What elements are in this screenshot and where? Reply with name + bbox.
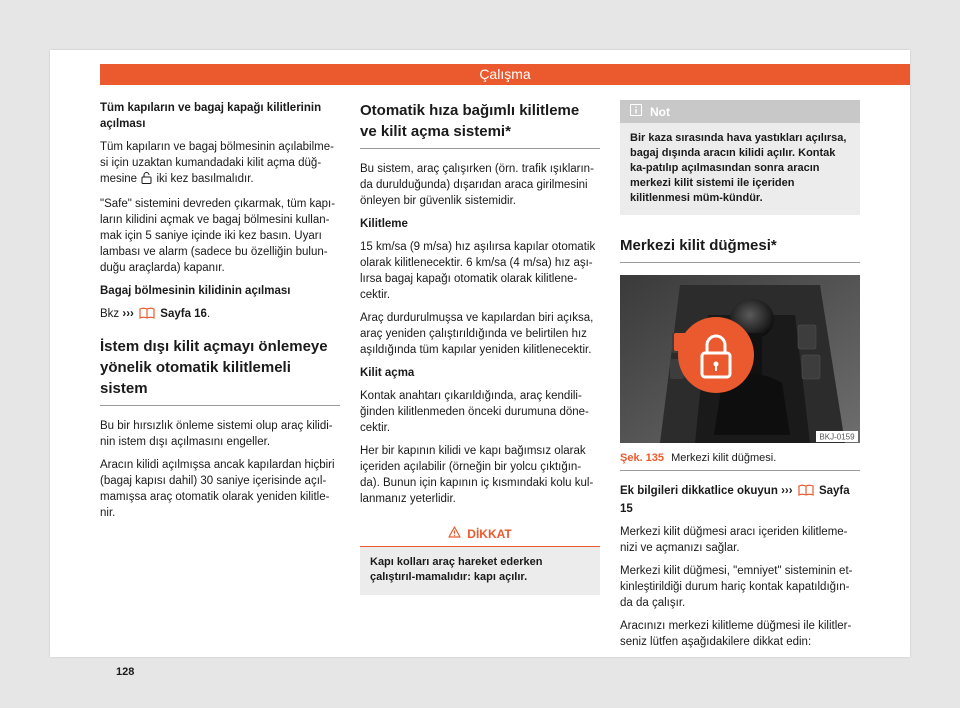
warning-icon (448, 526, 461, 541)
reference-line (100, 306, 340, 324)
warning-header (360, 521, 600, 547)
paragraph-auto-relock: Aracın kilidi açılmışsa ancak kapılardan hiçbiri (bagaj kapısı dahil) 30 saniye içerisinde açıl-mamışsa araç otomatik olarak yeniden kilitle-nir. (100, 459, 335, 519)
book-icon (798, 484, 814, 501)
subheading-unlocking: Kilit açma (360, 367, 415, 379)
warning-box (360, 521, 600, 595)
reference-link-page-15[interactable]: Sayfa 15 (620, 485, 850, 515)
reference-prefix: Bkz (100, 308, 120, 320)
manual-page (50, 50, 910, 678)
figure-code: BKJ-0159 (819, 432, 855, 442)
subheading-unlock-all: Tüm kapıların ve bagaj kapağı kilitlerinin açılması (100, 102, 322, 130)
paragraph-speed-system: Bu sistem, araç çalışırken (örn. trafik ışıkların-da durulduğunda) dışarıdan araca girilmesini önleyen bir güvenlik sistemidir. (360, 163, 594, 207)
page-header: Çalışma (100, 64, 910, 85)
paragraph-relock-restart: Araç durdurulmuşsa ve kapılardan biri açıksa, araç yeniden çalıştırıldığında ve belirtilen hız aşıldığında tüm kapılar yeniden kilitlenecektir. (360, 312, 594, 356)
figure-central-lock-button (620, 275, 860, 443)
paragraph-unlock-all-text-b: iki kez basılmalıdır. (156, 173, 254, 185)
figure-caption-text: Merkezi kilit düğmesi. (671, 452, 777, 464)
paragraph-central-lock-purpose: Merkezi kilit düğmesi aracı içeriden kilitleme-nizi ve açmanızı sağlar. (620, 526, 848, 554)
reference-link-page-16[interactable]: Sayfa 16 (160, 308, 207, 320)
paragraph-anti-theft: Bu bir hırsızlık önleme sistemi olup araç kilidi-nin istem dışı açılmasını engeller. (100, 420, 333, 448)
section-title-auto-lock: İstem dışı kilit açmayı önlemeye yönelik otomatik kilitlemeli sistem (100, 336, 340, 406)
section-title-speed-lock: Otomatik hıza bağımlı kilitleme ve kilit açma sistemi* (360, 100, 600, 149)
note-box (620, 100, 860, 215)
page-number: 128 (116, 666, 135, 678)
note-header (620, 100, 860, 123)
warning-title: DİKKAT (467, 526, 512, 541)
reference-arrows: ››› (122, 308, 134, 320)
paragraph-key-removed: Kontak anahtarı çıkarıldığında, araç kendili-ğinden kilitlenmeden önceki durumuna döne-cektir. (360, 390, 589, 434)
warning-body: Kapı kolları araç hareket ederken çalıştırıl-mamalıdır: kapı açılır. (370, 556, 543, 583)
paragraph-central-lock-notice: Aracınızı merkezi kilitleme düğmesi ile kilitler-seniz lütfen aşağıdakilere dikkat edin: (620, 620, 852, 648)
subheading-locking: Kilitleme (360, 218, 408, 230)
column-middle (360, 100, 600, 595)
read-more-prefix: Ek bilgileri dikkatlice okuyun (620, 485, 778, 497)
paragraph-locking-speed: 15 km/sa (9 m/sa) hız aşılırsa kapılar otomatik olarak kilitlenecektir. 6 km/sa (4 m/sa) hız aşı-lırsa bagaj kapağı otomatik olarak kilitlene-cektir. (360, 241, 596, 301)
figure-label: Şek. 135 (620, 452, 665, 464)
note-body: Bir kaza sırasında hava yastıkları açılırsa, bagaj dışında aracın kilidi açılır. Kontak ka-patılıp açılmasından sonra aracın merkezi kilit sistemi ile içeriden kilitlenmesi müm-kündür. (630, 132, 847, 204)
read-more-arrows: ››› (781, 485, 793, 497)
paragraph-central-lock-ignition: Merkezi kilit düğmesi, "emniyet" sisteminin et-kinleştirildiği durum hariç kontak kapatıldığın-da da çalışır. (620, 565, 853, 609)
figure-caption (620, 446, 860, 471)
subheading-read-more (620, 483, 860, 517)
info-icon (630, 104, 642, 119)
book-icon (139, 307, 155, 324)
paragraph-door-handle: Her bir kapının kilidi ve kapı bağımsız olarak içeriden açılabilir (örneğin bir yolcu çıktığın-da). Bunun için kapının iç kısmındaki kolu kul-lanmanız yeterlidir. (360, 445, 594, 505)
paragraph-safe-system: "Safe" sistemini devreden çıkarmak, tüm kapı-ların kilidini açmak ve bagaj bölmesini kullan-mak için 5 saniye içinde iki kez basın. Uyarı lambası ve alarm (sadece bu özelliğin bulun-duğu araçlarda) kapanır. (100, 198, 336, 274)
subheading-trunk-unlock: Bagaj bölmesinin kilidinin açılması (100, 285, 291, 297)
paragraph-unlock-all (100, 139, 340, 189)
note-title: Not (650, 104, 670, 119)
paragraph-unlock-all-text-a: Tüm kapıların ve bagaj bölmesinin açılabilme-si için uzaktan kumandadaki kilit açma düğ-mesine (100, 141, 334, 185)
column-left (100, 100, 340, 528)
unlock-icon (141, 172, 152, 189)
column-right (620, 100, 860, 657)
reference-suffix: . (206, 308, 211, 320)
section-title-central-lock: Merkezi kilit düğmesi* (620, 235, 860, 263)
